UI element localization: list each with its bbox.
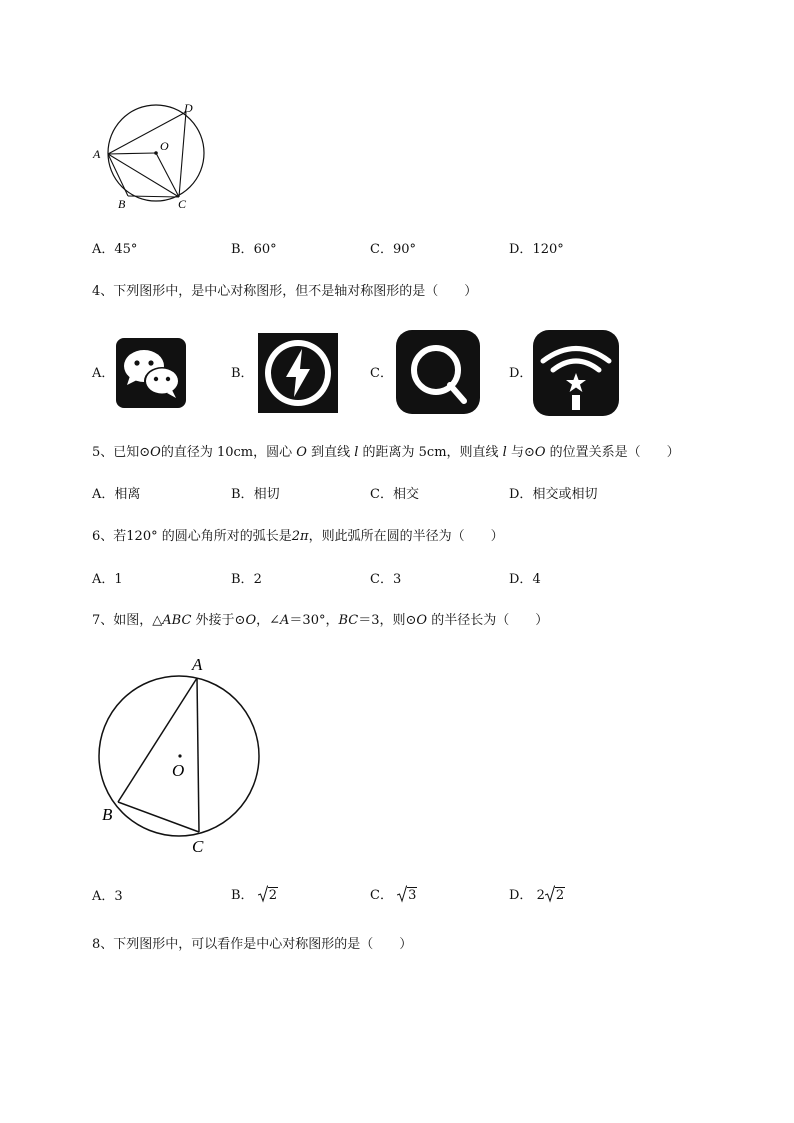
q3-label-c: C (178, 197, 187, 211)
sqrt-sign-icon (545, 885, 555, 903)
q5-stem-part: O (534, 445, 546, 460)
q6-option-c-text: 3 (392, 572, 402, 587)
q3-option-a (92, 241, 137, 259)
q5-stem-part: O (296, 445, 307, 460)
q3-label-o: O (160, 139, 169, 153)
q7-option-d-coef: 2 (536, 888, 545, 903)
q3-option-b-text: 60° (253, 242, 277, 257)
q6-stem-part: 的圆心角所对的弧长是 (157, 529, 292, 544)
q3-option-c (370, 241, 416, 259)
q6-option-d-text: 4 (532, 572, 541, 587)
q7-option-d-letter: D． (509, 888, 533, 903)
q5-stem-part: O (150, 445, 161, 460)
q6-option-b (231, 571, 262, 589)
sqrt-sign-icon (258, 885, 268, 903)
q4-option-a-letter: A． (92, 366, 115, 381)
q5-option-c-letter: C． (370, 487, 393, 502)
q5-stem-part: 5、已知⊙ (92, 445, 151, 460)
q3-segment-ao (108, 153, 156, 154)
q4-stem: 4、下列图形中，是中心对称图形，但不是轴对称图形的是（ ） (92, 284, 478, 299)
q6-stem-part: 120° (126, 529, 158, 544)
q5-stem-part: l (354, 445, 359, 460)
q7-center-dot (178, 754, 181, 757)
q7-stem-part: 的半径长为（ ） (427, 613, 549, 628)
q5-stem-part: 的距离为 5cm，则直线 (358, 445, 503, 460)
q7-option-c-letter: C． (370, 888, 393, 903)
q5-option-b-text: 相切 (253, 487, 280, 502)
q5-stem-part: 到直线 (306, 445, 355, 460)
q7-option-c-radicand: 3 (408, 888, 417, 903)
q7-option-a (92, 888, 123, 906)
wifi-star-icon (533, 330, 619, 416)
q5-stem-part: 与⊙ (506, 445, 535, 460)
q5-stem-part: 的位置关系是（ ） (545, 445, 680, 460)
q5-option-a-text: 相离 (114, 487, 141, 502)
q7-label-c: C (192, 837, 204, 856)
q5-option-b-letter: B． (231, 487, 254, 502)
q7-option-b-radicand: 2 (268, 888, 277, 903)
q7-option-c (370, 885, 417, 905)
wechat-icon (116, 338, 186, 408)
q7-segment-ca (197, 678, 199, 832)
q3-option-d (509, 241, 564, 259)
q5-stem-part: 的直径为 10cm，圆心 (160, 445, 297, 460)
q3-figure (88, 100, 218, 215)
q3-option-c-text: 90° (392, 242, 416, 257)
q3-label-d: D (184, 101, 193, 115)
q7-option-d (509, 885, 565, 905)
q5-option-d-text: 相交或相切 (532, 487, 598, 502)
q7-stem-part: BC (338, 613, 359, 628)
q3-label-a: A (93, 147, 101, 161)
q7-stem-part: O (416, 613, 428, 628)
q5-option-c-text: 相交 (392, 487, 419, 502)
q3-option-a-text: 45° (114, 242, 138, 257)
q7-stem-part: ＝30°， (289, 613, 339, 628)
q5-stem (92, 444, 680, 462)
q7-stem-part: ，∠ (256, 613, 281, 628)
q7-stem-part: O (245, 613, 257, 628)
q6-stem-part: ，则此弧所在圆的半径为（ ） (308, 529, 504, 544)
q8-stem: 8、下列图形中，可以看作是中心对称图形的是（ ） (92, 937, 413, 952)
q7-option-d-radicand: 2 (555, 888, 565, 903)
q3-option-b-letter: B． (231, 242, 254, 257)
q3-option-b (231, 241, 277, 259)
q5-option-a (92, 486, 140, 504)
q3-label-b: B (118, 197, 126, 211)
q7-stem (92, 612, 548, 630)
q7-stem-part: A (280, 613, 290, 628)
q3-option-d-letter: D． (509, 242, 533, 257)
q7-label-a: A (192, 655, 203, 674)
q7-option-b-letter: B． (231, 888, 254, 903)
lightning-bolt-icon (258, 333, 338, 413)
q7-segment-ab (118, 678, 197, 802)
q7-option-a-text: 3 (114, 889, 123, 904)
q5-option-d (509, 486, 597, 504)
q3-option-a-letter: A． (92, 242, 115, 257)
q6-option-c (370, 571, 401, 589)
q6-stem-part: 2π (291, 529, 309, 544)
q6-option-d (509, 571, 541, 589)
q6-option-d-letter: D． (509, 572, 533, 587)
q7-option-a-letter: A． (92, 889, 115, 904)
q3-center-dot (154, 151, 158, 155)
q4-option-b-letter: B． (231, 366, 254, 381)
q7-figure (96, 650, 266, 860)
q4-option-c-letter: C． (370, 366, 393, 381)
q6-stem-part: 6、若 (92, 529, 127, 544)
q3-segment-da (108, 112, 186, 154)
q6-option-a-letter: A． (92, 572, 115, 587)
q5-stem-part: l (502, 445, 507, 460)
q3-option-c-letter: C． (370, 242, 393, 257)
q5-option-c (370, 486, 419, 504)
q5-option-a-letter: A． (92, 487, 115, 502)
q6-stem (92, 528, 504, 546)
q7-stem-part: 7、如图，△ (92, 613, 163, 628)
q6-option-c-letter: C． (370, 572, 393, 587)
q7-stem-part: 外接于⊙ (191, 613, 246, 628)
q3-option-d-text: 120° (532, 242, 564, 257)
q7-label-o: O (172, 761, 185, 780)
q7-option-b (231, 885, 278, 905)
q6-option-a (92, 571, 123, 589)
q6-option-a-text: 1 (114, 572, 123, 587)
search-q-icon (396, 330, 480, 414)
q5-option-b (231, 486, 280, 504)
q7-stem-part: ＝3，则⊙ (358, 613, 417, 628)
q6-option-b-letter: B． (231, 572, 254, 587)
sqrt-sign-icon (397, 885, 407, 903)
q3-segment-cd (179, 112, 186, 197)
q6-option-b-text: 2 (253, 572, 262, 587)
q7-stem-part: ABC (162, 613, 192, 628)
q7-label-b: B (102, 805, 113, 824)
q4-option-d-letter: D． (509, 366, 533, 381)
q7-segment-bc (118, 802, 199, 832)
q5-option-d-letter: D． (509, 487, 533, 502)
